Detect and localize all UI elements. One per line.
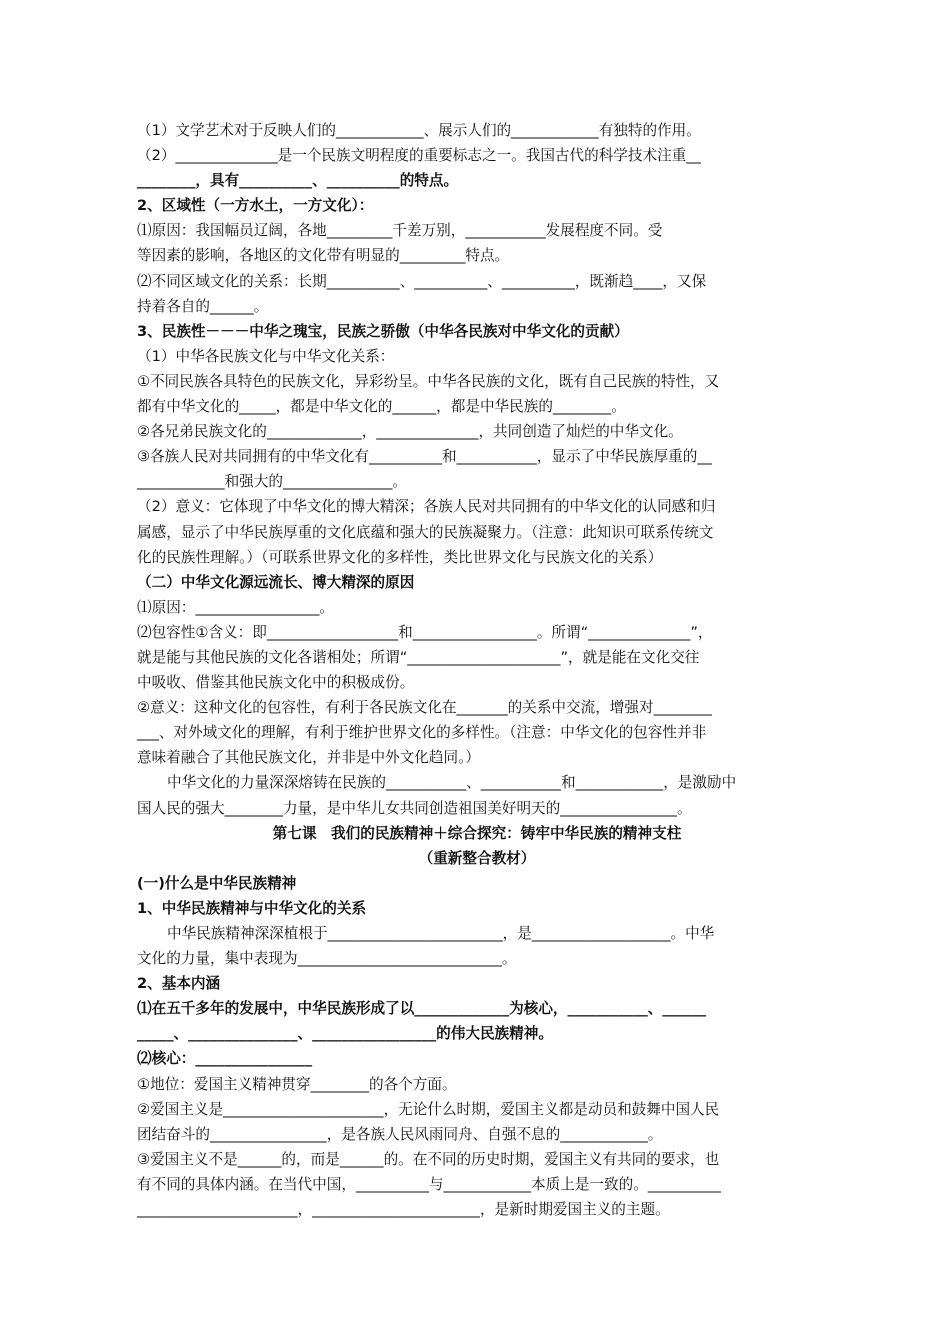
line-inclusiveness-significance-cont-2: 意味着融合了其他民族文化，并非是中外文化趋同。）	[137, 749, 480, 767]
line-ethnic-meaning: （2）意义：它体现了中华文化的博大精深；各族人民对共同拥有的中华文化的认同感和归	[137, 498, 716, 516]
line-spirit-root-cont: 文化的力量，集中表现为____________________________。	[137, 950, 517, 968]
line-ethnic-point-3-cont: ____________和强大的_______________。	[137, 473, 407, 491]
line-regional-cause: ⑴原因：我国幅员辽阔，各地_________千差万别，___________发展程度不同。受	[137, 222, 663, 240]
line-ethnic-point-1-cont: 都有中华文化的_____，都是中华文化的______，都是中华民族的________。	[137, 398, 626, 416]
line-ethnic-meaning-cont-2: 化的民族性理解。）（可联系世界文化的多样性，类比世界文化与民族文化的关系）	[137, 548, 663, 566]
heading-regional: 2、区域性（一方水土，一方文化）：	[137, 197, 374, 215]
heading-what-is-spirit: (一)什么是中华民族精神	[137, 874, 297, 892]
line-spirit-root: 中华民族精神深深植根于________________________，是___________________。中华	[167, 925, 715, 942]
line-inclusiveness-significance: ②意义：这种文化的包容性，有利于各民族文化在_______的关系中交流，增强对________	[137, 699, 712, 717]
line-spirit-formation-cont: _____、_______________、_________________的伟大民族精神。	[137, 1025, 553, 1043]
line-science-tech: （2）______________是一个民族文明程度的重要标志之一。我国古代的科学技术注重__	[137, 147, 701, 165]
line-reason: ⑴原因：_________________。	[137, 598, 335, 616]
line-inclusiveness-meaning: ⑵包容性①含义：即__________________和_________________。所谓“______________”，	[137, 623, 713, 641]
line-science-features: ________，具有__________、__________的特点。	[137, 172, 459, 190]
line-ethnic-point-3: ③各族人民对共同拥有的中华文化有__________和___________，显示了中华民族厚重的__	[137, 448, 712, 466]
line-patriotism-status: ①地位：爱国主义精神贯穿________的各个方面。	[137, 1075, 457, 1093]
heading-basic-connotation: 2、基本内涵	[137, 975, 221, 993]
line-core: ⑵核心：________________	[137, 1050, 313, 1068]
worksheet-page	[137, 118, 817, 1222]
line-patriotism-concrete: ③爱国主义不是______的，而是______的。在不同的历史时期，爱国主义有共同的要求，也	[137, 1150, 720, 1168]
heading-spirit-culture-relation: 1、中华民族精神与中华文化的关系	[137, 899, 367, 917]
line-ethnic-point-1: ①不同民族各具特色的民族文化，异彩纷呈。中华各民族的文化，既有自己民族的特性，又	[137, 372, 720, 390]
line-ethnic-point-2: ②各兄弟民族文化的_____________，______________，共同创造了灿烂的中华文化。	[137, 423, 683, 441]
line-ethnic-relation-title: （1）中华各民族文化与中华文化关系：	[137, 347, 395, 365]
line-patriotism-theme: ______________________，_______________________，是新时期爱国主义的主题。	[137, 1201, 670, 1219]
heading-ethnic: 3、民族性－－－中华之瑰宝，民族之骄傲（中华各民族对中华文化的贡献）	[137, 322, 629, 340]
line-regional-relation-cont: 持着各自的______。	[137, 297, 269, 315]
lesson-title: 第七课 我们的民族精神＋综合探究：铸牢中华民族的精神支柱	[272, 824, 682, 842]
line-spirit-formation: ⑴在五千多年的发展中，中华民族形成了以_____________为核心，___________、______	[137, 1000, 707, 1018]
line-literature-art: （1）文学艺术对于反映人们的____________、展示人们的____________有独特的作用。	[137, 122, 701, 139]
line-ethnic-meaning-cont: 属感，显示了中华民族厚重的文化底蕴和强大的民族凝聚力。（注意：此知识可联系传统文	[137, 523, 714, 541]
line-inclusiveness-significance-cont: ___、对外域文化的理解，有利于维护世界文化的多样性。（注意：中华文化的包容性并非	[137, 724, 707, 742]
line-patriotism-definition: ②爱国主义是______________________，无论什么时期，爱国主义都是动员和鼓舞中国人民	[137, 1100, 720, 1118]
heading-reasons: （二）中华文化源远流长、博大精深的原因	[137, 573, 415, 591]
line-patriotism-concrete-cont: 有不同的具体内涵。在当代中国，__________与____________本质上是一致的。__________	[137, 1175, 721, 1193]
lesson-subtitle: （重新整合教材）	[418, 849, 536, 867]
line-regional-cause-cont: 等因素的影响，各地区的文化带有明显的_________特点。	[137, 247, 510, 265]
line-patriotism-definition-cont: 团结奋斗的________________，是各族人民风雨同舟、自强不息的____________。	[137, 1125, 663, 1143]
line-culture-power: 中华文化的力量深深熔铸在民族的___________、___________和____________，是激励中	[167, 774, 737, 792]
line-culture-power-cont: 国人民的强大________力量，是中华儿女共同创造祖国美好明天的________________。	[137, 799, 692, 817]
line-regional-relation: ⑵不同区域文化的关系：长期__________、__________、__________，既渐趋____，又保	[137, 272, 707, 290]
line-inclusiveness-meaning-cont-2: 中吸收、借鉴其他民族文化中的积极成份。	[137, 674, 415, 692]
line-inclusiveness-meaning-cont: 就是能与其他民族的文化各谐相处；所谓“_____________________”，就是能在文化交往	[137, 648, 700, 666]
